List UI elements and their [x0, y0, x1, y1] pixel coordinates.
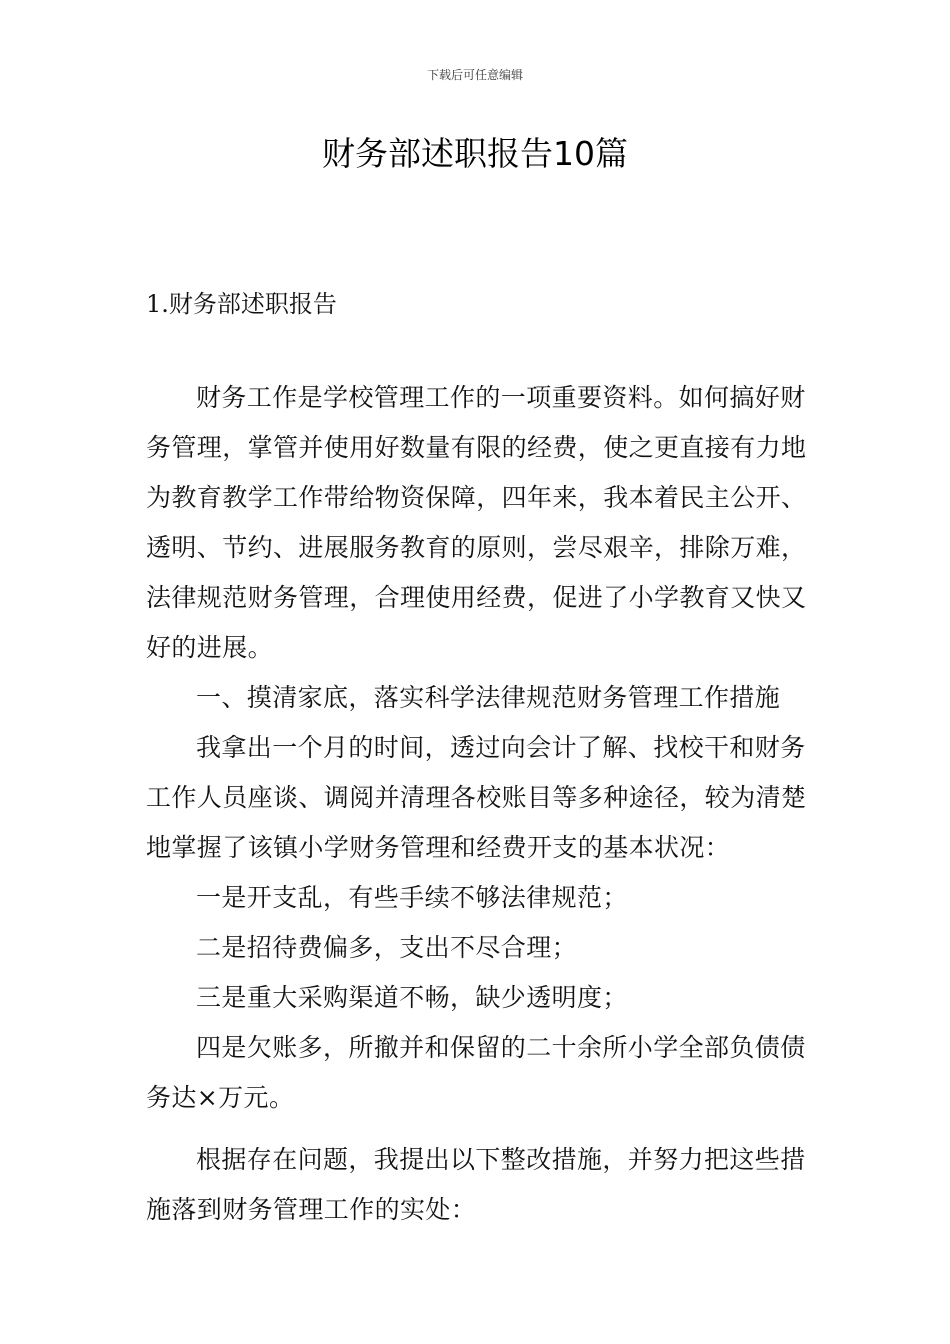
paragraph: 三是重大采购渠道不畅，缺少透明度； — [196, 983, 628, 1012]
paragraph: 财务工作是学校管理工作的一项重要资料。如何搞好财务管理，掌管并使用好数量有限的经费，使之更直接有力地为教育教学工作带给物资保障，四年来，我本着民主公开、透明、节约、进展服务教育的原则，尝尽艰辛，排除万难，法律规范财务管理，合理使用经费，促进了小学教育又快又好的进展。 — [146, 383, 807, 662]
paragraph: 二是招待费偏多，支出不尽合理； — [196, 933, 578, 962]
paragraph: 一是开支乱，有些手续不够法律规范； — [196, 883, 628, 912]
header-note: 下载后可任意编辑 — [426, 68, 523, 82]
paragraph: 我拿出一个月的时间，透过向会计了解、找校干和财务工作人员座谈、调阅并清理各校账目等多种途径，较为清楚地掌握了该镇小学财务管理和经费开支的基本状况： — [146, 733, 807, 862]
document-title: 财务部述职报告10篇 — [322, 134, 628, 173]
paragraph: 四是欠账多，所撤并和保留的二十余所小学全部负债债务达×万元。 — [146, 1033, 806, 1112]
paragraph: 根据存在问题，我提出以下整改措施，并努力把这些措施落到财务管理工作的实处： — [146, 1145, 806, 1224]
paragraph: 一、摸清家底，落实科学法律规范财务管理工作措施 — [196, 683, 781, 712]
section-heading: 1.财务部述职报告 — [146, 290, 337, 318]
document-body — [146, 373, 810, 1235]
